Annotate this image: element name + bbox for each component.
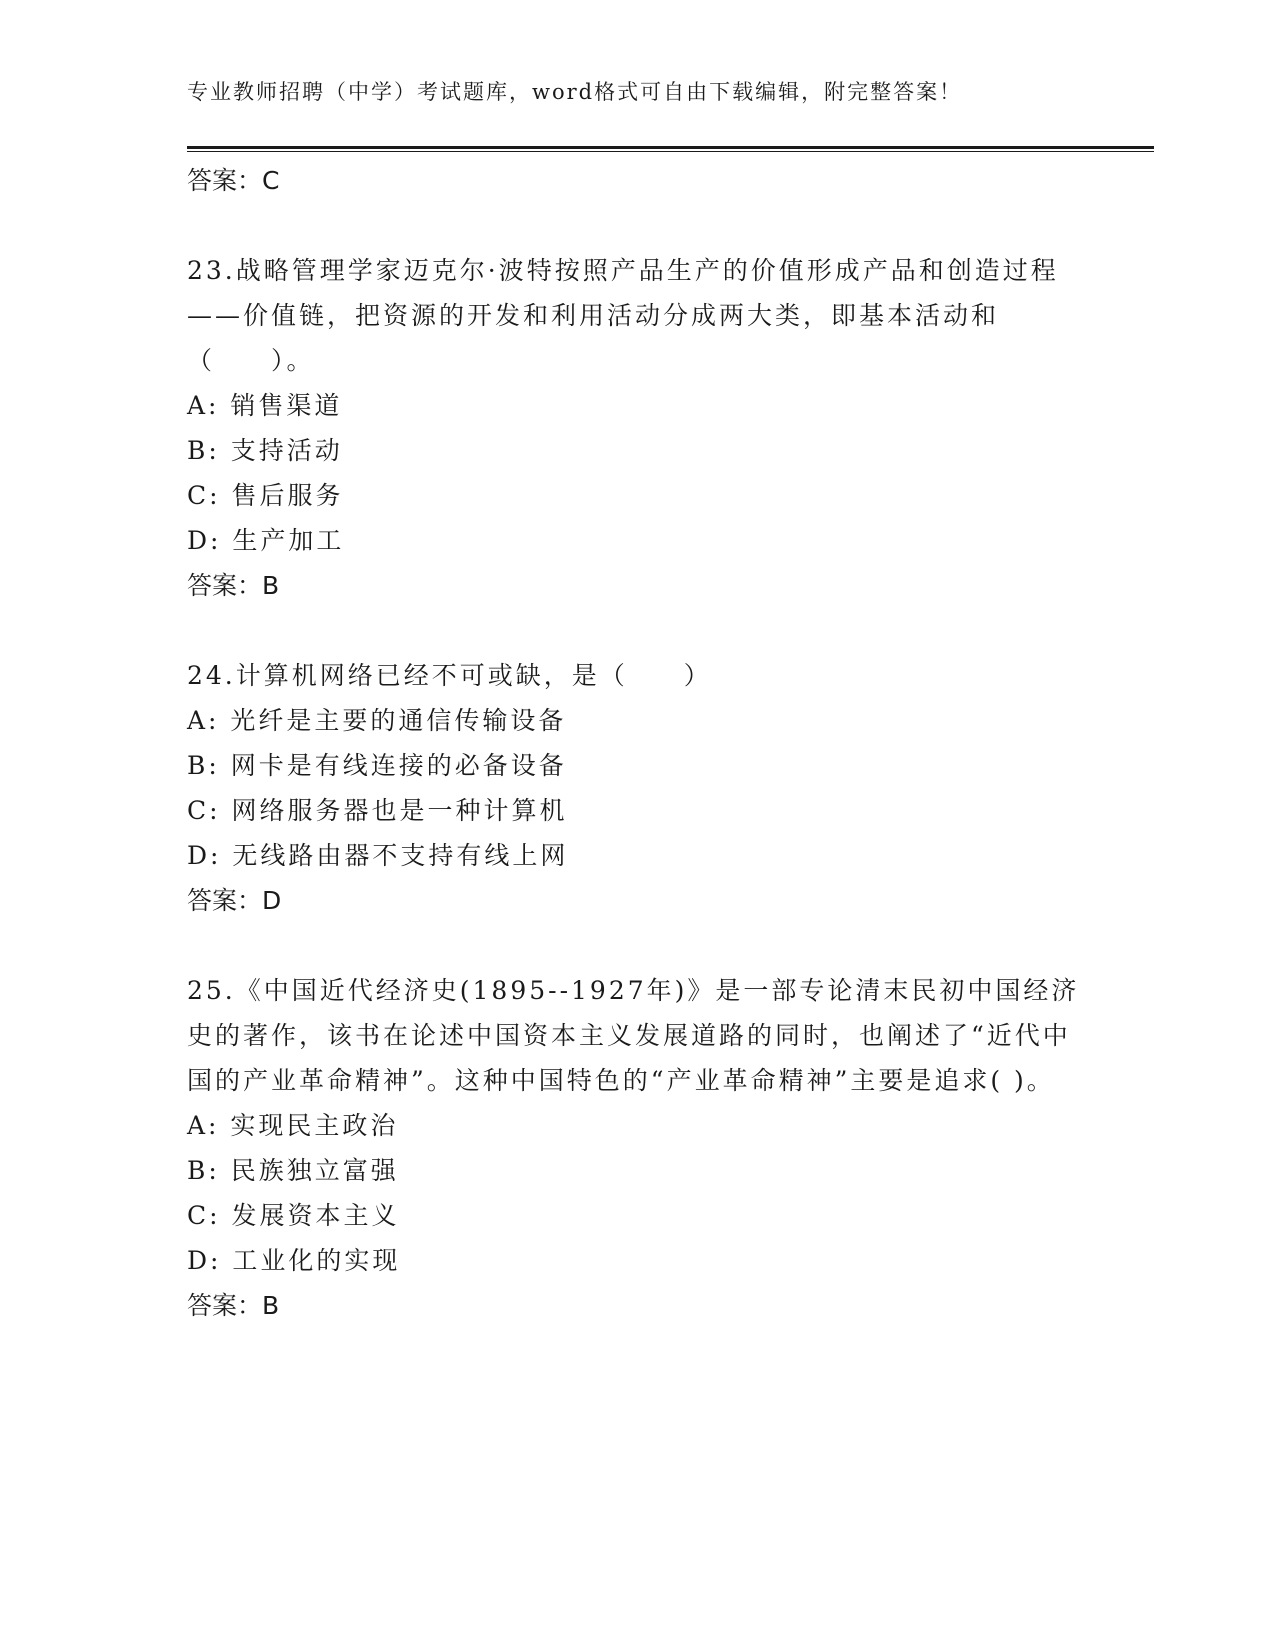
option-d: D: 工业化的实现 — [187, 1246, 401, 1275]
question-text: 25.《中国近代经济史(1895--1927年)》是一部专论清末民初中国经济史的著作，该书在论述中国资本主义发展道路的同时，也阐述了“近代中国的产业革命精神”。这种中国特色的“产业革命精神”主要是追求( )。 — [187, 976, 1080, 1095]
option-c: C: 发展资本主义 — [187, 1201, 400, 1230]
option-d: D: 生产加工 — [187, 526, 345, 555]
option-b: B: 支持活动 — [187, 436, 343, 465]
question-24 — [187, 653, 1087, 923]
answer: 答案：D — [187, 886, 282, 915]
option-b: B: 民族独立富强 — [187, 1156, 399, 1185]
question-text: 24.计算机网络已经不可或缺，是（ ） — [187, 661, 712, 690]
page-header: 专业教师招聘（中学）考试题库，word格式可自由下载编辑，附完整答案！ — [187, 80, 963, 104]
question-text: 23.战略管理学家迈克尔·波特按照产品生产的价值形成产品和创造过程——价值链，把资源的开发和利用活动分成两大类，即基本活动和（ ）。 — [187, 256, 1059, 375]
option-a: A: 光纤是主要的通信传输设备 — [187, 706, 567, 735]
option-b: B: 网卡是有线连接的必备设备 — [187, 751, 567, 780]
document-body — [187, 158, 1087, 1328]
answer: 答案：B — [187, 571, 280, 600]
option-a: A: 实现民主政治 — [187, 1111, 399, 1140]
header-divider-thin — [187, 151, 1154, 152]
question-25 — [187, 968, 1087, 1328]
question-23 — [187, 248, 1087, 608]
option-c: C: 网络服务器也是一种计算机 — [187, 796, 568, 825]
header-divider-thick — [187, 146, 1154, 149]
option-a: A: 销售渠道 — [187, 391, 343, 420]
previous-answer: 答案：C — [187, 166, 280, 195]
option-d: D: 无线路由器不支持有线上网 — [187, 841, 569, 870]
option-c: C: 售后服务 — [187, 481, 344, 510]
answer: 答案：B — [187, 1291, 280, 1320]
